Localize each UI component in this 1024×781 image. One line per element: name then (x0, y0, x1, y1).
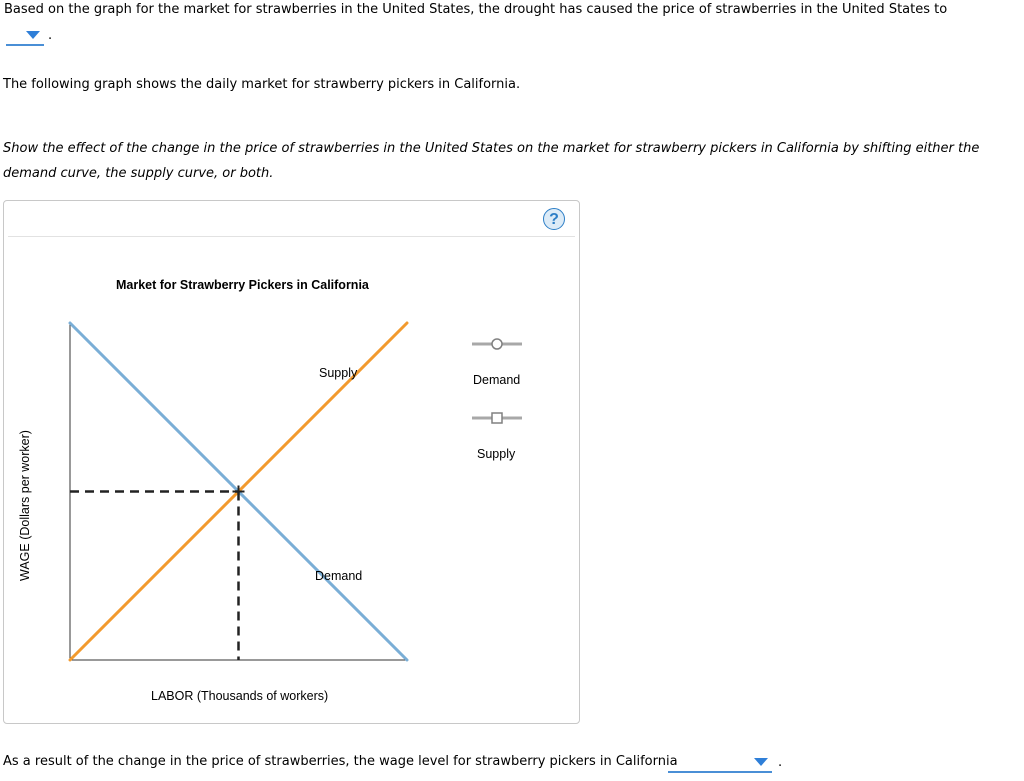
result-period: . (778, 755, 783, 770)
square-marker-icon (492, 413, 502, 423)
demand-tool[interactable] (470, 335, 526, 353)
period: . (48, 28, 53, 43)
instruction-line-2: demand curve, the supply curve, or both. (3, 166, 274, 181)
instruction-line-1: Show the effect of the change in the price of strawberries in the United States on the market for strawberry pickers in California by shifting either the (3, 141, 980, 156)
supply-tool-label: Supply (477, 447, 516, 461)
demand-curve-label: Demand (315, 569, 363, 583)
result-sentence: As a result of the change in the price of strawberries, the wage level for strawberry pickers in California (3, 754, 678, 769)
help-button[interactable]: ? (543, 208, 565, 230)
demand-tool-label: Demand (473, 373, 521, 387)
question-line-1: Based on the graph for the market for strawberries in the United States, the drought has caused the price of strawberries in the United States to (4, 2, 948, 17)
graph-panel (3, 200, 580, 724)
supply-tool[interactable] (470, 409, 526, 427)
chevron-down-icon (26, 31, 40, 39)
chevron-down-icon (754, 758, 768, 766)
x-axis-label: LABOR (Thousands of workers) (151, 689, 329, 703)
circle-marker-icon (492, 339, 502, 349)
y-axis-label: WAGE (Dollars per worker) (18, 430, 32, 581)
chart-title: Market for Strawberry Pickers in California (116, 278, 369, 292)
market-description: The following graph shows the daily market for strawberry pickers in California. (3, 77, 521, 92)
supply-curve-label: Supply (319, 366, 358, 380)
price-change-dropdown[interactable] (6, 26, 44, 46)
chart-area (4, 201, 579, 723)
wage-change-dropdown[interactable] (668, 753, 772, 773)
